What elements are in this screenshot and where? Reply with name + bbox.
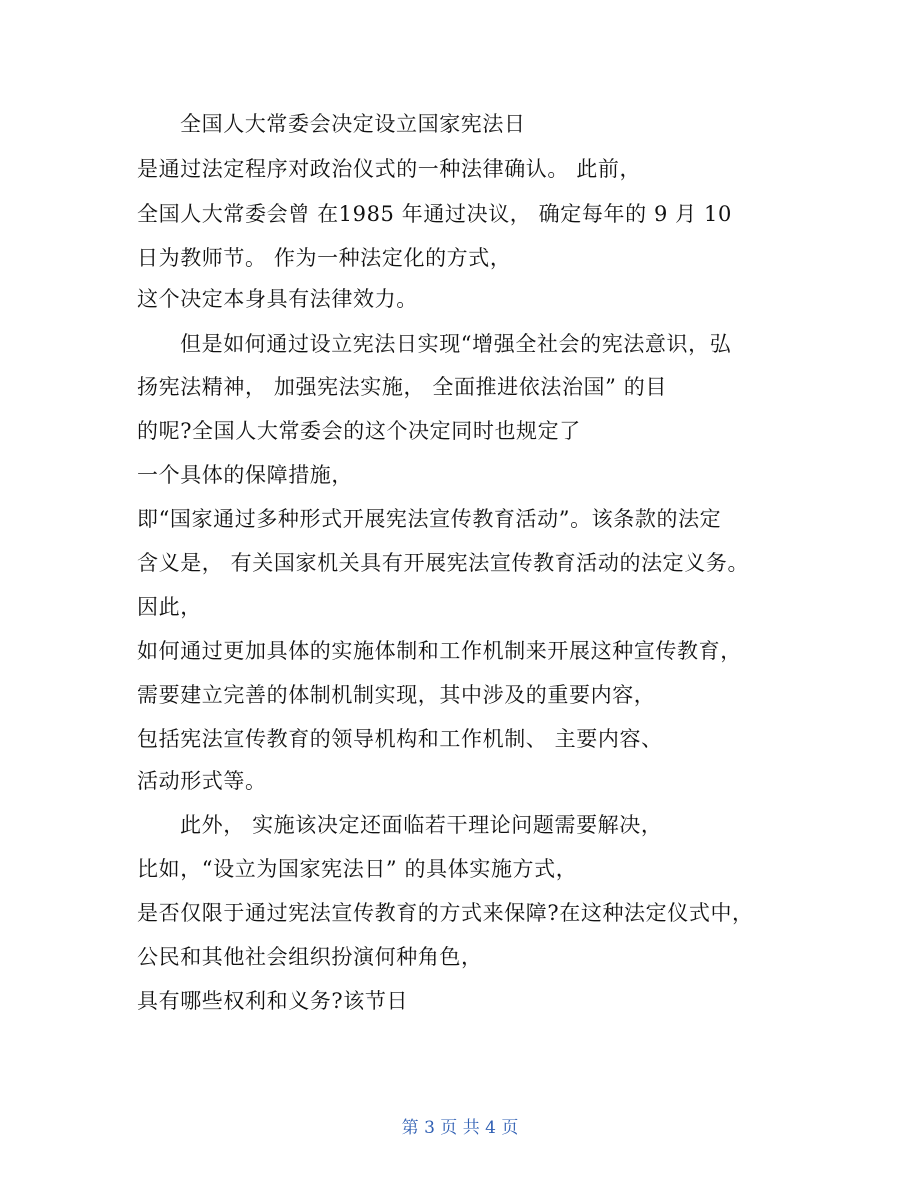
paragraph-3-line-1: 此外， 实施该决定还面临若干理论问题需要解决， (180, 813, 663, 837)
paragraph-1-line-1: 全国人大常委会决定设立国家宪法日 (180, 112, 526, 136)
paragraph-2-line-2: 扬宪法精神， 加强宪法实施， 全面推进依法治国” 的目 (137, 375, 667, 399)
paragraph-2-line-4: 一个具体的保障措施， (137, 463, 353, 487)
paragraph-3-line-4: 公民和其他社会组织扮演何种角色， (137, 945, 483, 969)
paragraph-2-line-11: 活动形式等。 (137, 769, 267, 793)
paragraph-2-line-10: 包括宪法宣传教育的领导机构和工作机制、 主要内容、 (137, 727, 663, 751)
paragraph-1-line-2: 是通过法定程序对政治仪式的一种法律确认。 此前， (137, 157, 642, 181)
paragraph-1-line-5: 这个决定本身具有法律效力。 (137, 287, 418, 311)
paragraph-2-line-6: 含义是， 有关国家机关具有开展宪法宣传教育活动的法定义务。 (137, 551, 750, 575)
page-number-footer: 第 3 页 共 4 页 (401, 1118, 519, 1138)
paragraph-2-line-8: 如何通过更加具体的实施体制和工作机制来开展这种宣传教育， (137, 639, 742, 663)
paragraph-3-line-2: 比如，“设立为国家宪法日” 的具体实施方式， (137, 857, 578, 881)
paragraph-2-line-9: 需要建立完善的体制机制实现，其中涉及的重要内容， (137, 683, 656, 707)
paragraph-3-line-3: 是否仅限于通过宪法宣传教育的方式来保障?在这种法定仪式中， (137, 901, 754, 925)
paragraph-1-line-3: 全国人大常委会曾 在1985 年通过决议， 确定每年的 9 月 10 (137, 202, 732, 226)
paragraph-1-line-4: 日为教师节。 作为一种法定化的方式， (137, 246, 512, 270)
paragraph-2-line-3: 的呢?全国人大常委会的这个决定同时也规定了 (137, 419, 581, 443)
paragraph-2-line-7: 因此， (137, 595, 202, 619)
paragraph-2-line-1: 但是如何通过设立宪法日实现“增强全社会的宪法意识，弘 (180, 332, 732, 356)
paragraph-3-line-5: 具有哪些权利和义务?该节日 (137, 989, 409, 1013)
paragraph-2-line-5: 即“国家通过多种形式开展宪法宣传教育活动”。该条款的法定 (137, 507, 722, 531)
